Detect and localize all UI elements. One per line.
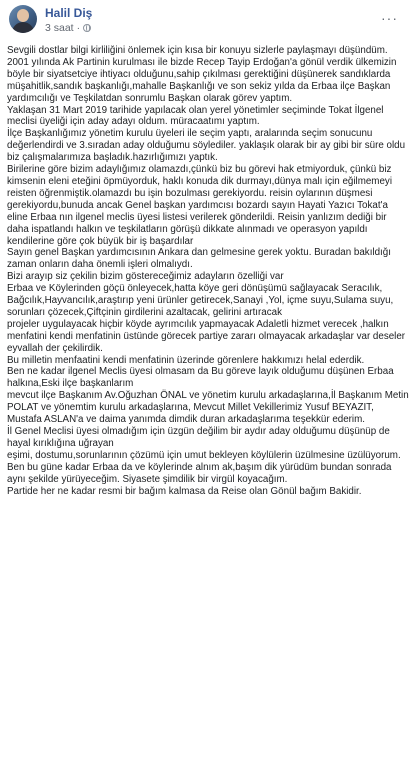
post-paragraph: Sevgili dostlar bilgi kirliliğini önlemek için kısa bir konuyu sizlerle paylaşmayı düşündüm.: [7, 45, 388, 56]
post-paragraph: Yaklaşan 31 Mart 2019 tarihide yapılacak olan yerel yönetimler seçiminde Tokat İlgenel meclisi üyeliği için aday adayı oldum. müracaatımı yaptım.: [7, 104, 384, 128]
meta-separator: ·: [76, 22, 81, 34]
post-paragraph: Partide her ne kadar resmi bir bağım kalmasa da Reise olan Gönül bağım Bakidir.: [7, 485, 362, 497]
more-options-icon[interactable]: ···: [381, 10, 398, 26]
post-paragraph: Sayın genel Başkan yardımcısının Ankara dan gelmesine gerek yoktu. Buradan bakıldığı zaman onların daha önemli işleri olmalıydı.: [7, 247, 391, 271]
post-time[interactable]: 3 saat: [45, 22, 74, 34]
post-paragraph: Ben ne kadar ilgenel Meclis üyesi olmasam da Bu göreve layık olduğumu düşünen Erbaa halkına,Eski ilçe başkanlarım: [7, 366, 394, 390]
post-paragraph: İlçe Başkanlığımız yönetim kurulu üyeleri ile seçim yaptı, aralarında seçim sonucunu değerlendirdi ve 3.sıradan aday olduğumu söylediler. yaklaşık olarak bir ay gibi bir süre oldu biz çalışmalarımıza başladık.hazırlığımızı yaptık.: [7, 128, 406, 164]
post-meta: [45, 22, 91, 34]
post-content: [7, 45, 409, 497]
post-paragraph: müşahitlik,sandık başkanlığı,mahalle Başkanlığı ve son sekiz yılda da Erbaa ilçe Başkan yardımcılığı ve Teşkilatdan sonrumlu Başkan olarak görev yaptım.: [7, 80, 391, 104]
post-paragraph: İl Genel Meclisi üyesi olmadığım için üzgün değilim bir aydır aday olduğumu düşünüp de hayal kırıklığına uğrayan: [7, 426, 390, 449]
post-paragraph: Bu milletin menfaatini kendi menfatinin üzerinde görenlere hakkımızı helal ederdik.: [7, 354, 365, 366]
post-header: [0, 0, 412, 40]
globe-icon[interactable]: [83, 24, 91, 32]
avatar-body: [12, 22, 34, 33]
post-paragraph: mevcut ilçe Başkanım Av.Oğuzhan ÖNAL ve yönetim kurulu arkadaşlarına,İl Başkanım Metin POLAT ve yönemtim kurulu arkadaşlarına, Mevcut Millet Vekillerimiz Yusuf BEYAZIT, Mustafa ASLAN'a ve daima yanımda dimdik duran arkadaşlarıma teşekkür ederim.: [7, 390, 409, 426]
author-name[interactable]: Halil Diş: [45, 6, 93, 20]
post-paragraph: Birilerine göre bizim adaylığımız olamazdı,çünkü biz bu görevi hak etmiyorduk, çünkü biz kimsenin eleni eteğini öpmüyorduk, haklı konuda dik durmayı,dünya malı için eğilmemeyi reisten öğrenmiştik.olamazdı bu işin bozulması gerekiyordu. reisin oylarının düşmesi gerekiyordu,bunuda ancak Genel başkan yardımcısı bozardı sayın Hayati Yazıcı Tokat'a eline Erbaa nın ilgenel meclis üyesi listesi verilerek gönderildi. Reisin yanlızım dediği bir daha ispatlandı halkın ve teşkilatların görüşü dikkate alınmadı ve operasyon yapıldı kendilerine göre çok büyük bir iş başardılar: [7, 164, 392, 247]
post-paragraph: projeler uygulayacak hiçbir köyde ayrımcılık yapmayacak Adaletli hizmet verecek ,halkın menfatini kendi menfatinin üstünde görecek partiye zararı olmayacak arkadaşlar var deseler eyvallah der çekilirdik.: [7, 318, 406, 354]
avatar-face: [17, 9, 29, 22]
post-paragraph: eşimi, dostumu,sorunlarının çözümü için umut bekleyen köylülerin üzülmesine üzülüyorum.: [7, 449, 401, 461]
post-paragraph: 2001 yılında Ak Partinin kurulması ile bizde Recep Tayip Erdoğan'a gönül verdik ülkemizin böyle bir siyatsetciye ihtiyacı olduğunu,sahip çıkılması gerektiğini düşünerek sandıklarda: [7, 56, 397, 80]
avatar[interactable]: [9, 5, 37, 33]
post-paragraph: Ben bu güne kadar Erbaa da ve köylerinde alnım ak,başım dik yürüdüm bundan sonrada aynı şekilde yürüyeceğim. Siyasete şimdilik bir virgül koyacağım.: [7, 461, 392, 485]
post-paragraph: Bizi arayıp siz çekilin bizim göstereceğimiz adayların özelliği var: [7, 271, 284, 283]
post-paragraph: Erbaa ve Köylerinden göçü önleyecek,hatta köye geri dönüşümü sağlayacak Seracılık, Bağcılık,Hayvancılık,araştırıp yeni ürünler getirecek,Sanayi ,Yol, içme suyu,Sulama suyu, sorunları çözecek,Çiftçinin girdilerini azaltacak, gelirini artıracak: [7, 283, 394, 318]
